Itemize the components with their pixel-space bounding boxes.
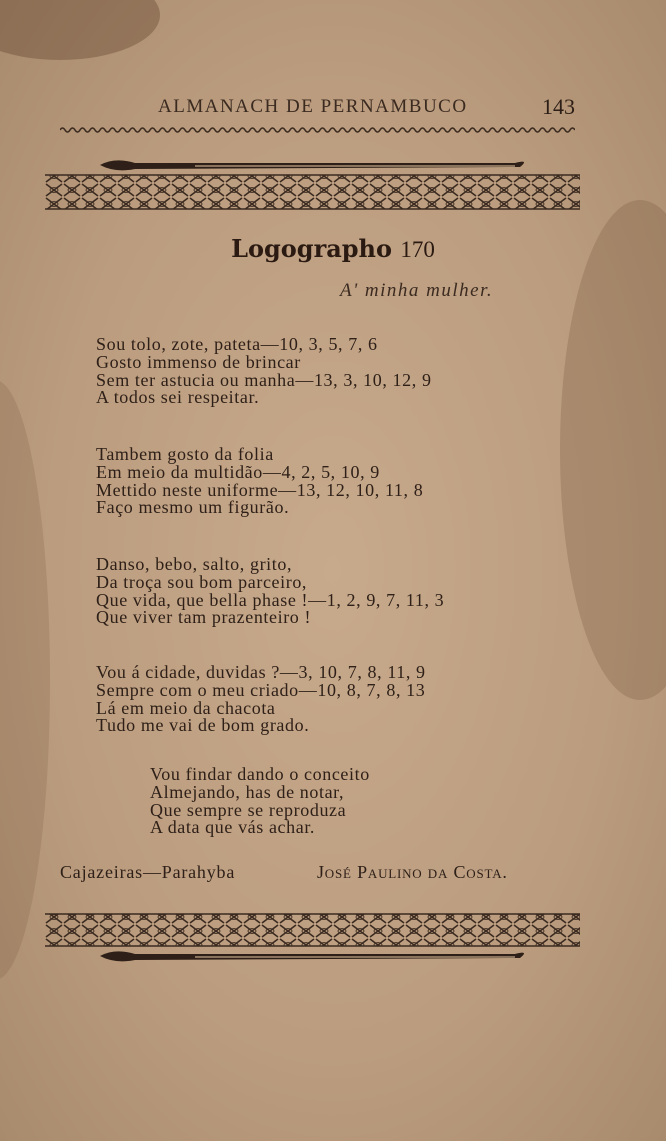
poem-line: Almejando, has de notar, xyxy=(150,781,345,802)
page-number: 143 xyxy=(542,94,575,119)
poem-title-number: 170 xyxy=(400,237,435,262)
running-head xyxy=(0,96,666,126)
poem-line: Que viver tam prazenteiro ! xyxy=(96,607,312,628)
poem-line: Vou findar dando o conceito xyxy=(150,764,370,784)
poem-line: Sou tolo, zote, pateta—10, 3, 5, 7, 6 xyxy=(96,334,378,354)
poem-line: Faço mesmo um figurão. xyxy=(96,497,290,518)
poem-line: Lá em meio da chacota xyxy=(96,697,276,718)
stanza xyxy=(96,556,444,627)
stanza xyxy=(96,664,426,735)
poem-line: Sempre com o meu criado—10, 8, 7, 8, 13 xyxy=(96,679,426,700)
poem-line: Da troça sou bom parceiro, xyxy=(96,571,308,592)
running-title: ALMANACH DE PERNAMBUCO xyxy=(158,96,468,117)
paper-stain xyxy=(560,200,666,700)
signature-place: Cajazeiras—Parahyba xyxy=(60,862,236,882)
paper-stain xyxy=(0,380,50,980)
ornamental-border-top xyxy=(45,155,580,215)
poem-title xyxy=(0,234,666,263)
ornamental-border-bottom xyxy=(45,910,580,970)
wavy-head-rule xyxy=(60,126,575,134)
poem-dedication: A' minha mulher. xyxy=(340,280,494,301)
poem-line: Mettido neste uniforme—13, 12, 10, 11, 8 xyxy=(96,479,424,500)
poem-line: A todos sei respeitar. xyxy=(96,387,260,408)
poem-line: Vou á cidade, duvidas ?—3, 10, 7, 8, 11, 9 xyxy=(96,662,426,682)
stanza xyxy=(150,766,370,837)
poem-line: Sem ter astucia ou manha—13, 3, 10, 12, 9 xyxy=(96,369,432,390)
stanza xyxy=(96,446,423,517)
poem-line: Que vida, que bella phase !—1, 2, 9, 7, 11, 3 xyxy=(96,589,445,610)
poem-line: Que sempre se reproduza xyxy=(150,799,347,820)
poem-title-text: Logographo xyxy=(231,234,393,263)
poem-line: Tudo me vai de bom grado. xyxy=(96,715,310,736)
stanza xyxy=(96,336,432,407)
poem-line: Gosto immenso de brincar xyxy=(96,351,301,372)
paper-stain xyxy=(0,0,160,60)
poem-line: Em meio da multidão—4, 2, 5, 10, 9 xyxy=(96,461,380,482)
poem-line: A data que vás achar. xyxy=(150,817,316,838)
signature-author: José Paulino da Costa. xyxy=(317,862,508,882)
poem-line: Danso, bebo, salto, grito, xyxy=(96,554,293,574)
poem-line: Tambem gosto da folia xyxy=(96,444,274,464)
